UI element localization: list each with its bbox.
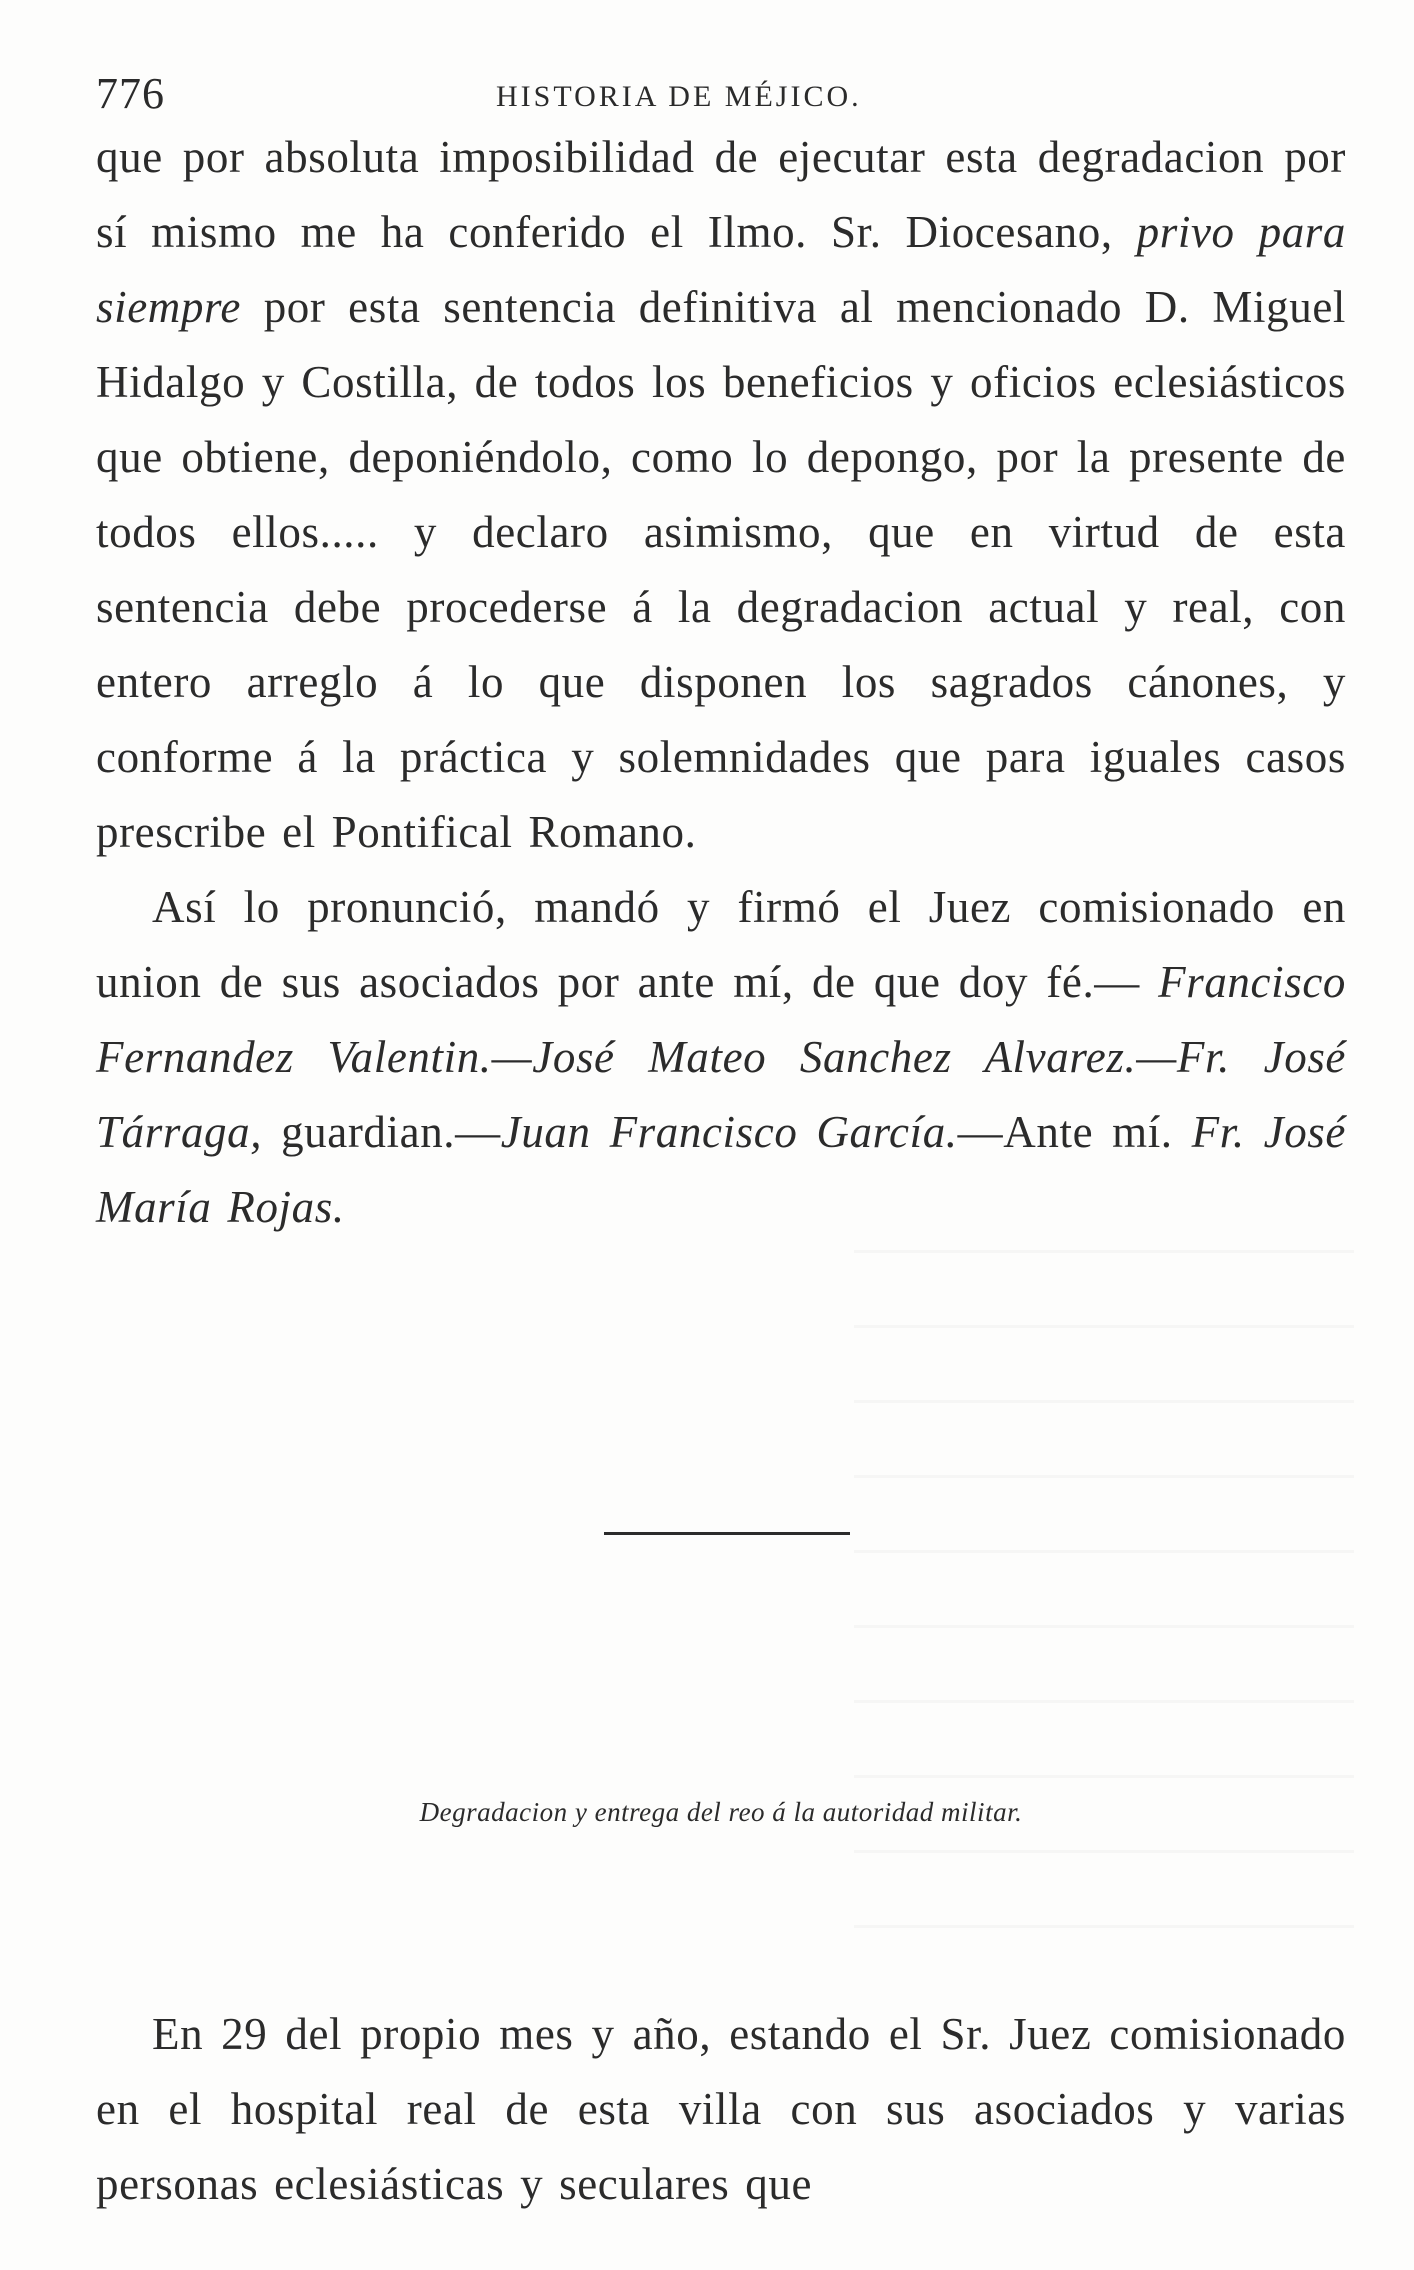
paragraph-text: Así lo pronunció, mandó y firmó el Juez comisionado en union de sus asociados por ante mí, de que doy fé.— xyxy=(96,882,1346,1007)
section-caption: Degradacion y entrega del reo á la autoridad militar. xyxy=(419,1797,1023,1827)
signatory-name: Juan Francisco García. xyxy=(500,1107,958,1157)
main-text-top xyxy=(96,120,1346,1245)
show-through-texture xyxy=(854,1250,1354,1950)
paragraph-text: —Ante mí. xyxy=(957,1107,1192,1157)
running-head: HISTORIA DE MÉJICO. xyxy=(496,80,862,113)
paragraph-new-section: En 29 del propio mes y año, estando el Sr. Juez comisionado en el hospital real de esta villa con sus asociados y varias personas eclesiásticas y seculares que xyxy=(96,2009,1346,2209)
italic-phrase: privo para siempre xyxy=(96,207,1347,332)
page-number: 776 xyxy=(96,69,165,118)
paragraph-text: por esta sentencia definitiva al mencionado D. Miguel Hidalgo y Costilla, de todos los beneficios y oficios eclesiásticos que obtiene, deponiéndolo, como lo depongo, por la presente de todos ellos..... y declaro asimismo, que en virtud de esta sentencia debe procederse á la degradacion actual y real, con entero arreglo á lo que disponen los sagrados cánones, y conforme á la práctica y solemnidades que para iguales casos prescribe el Pontifical Romano. xyxy=(96,282,1346,857)
paragraph-signatures xyxy=(96,870,1346,1245)
paragraph-text: que por absoluta imposibilidad de ejecutar esta degradacion por sí mismo me ha conferido el Ilmo. Sr. Diocesano, xyxy=(96,132,1346,257)
section-divider xyxy=(604,1532,850,1535)
paragraph-sentence xyxy=(96,120,1346,870)
signatories: Francisco Fernandez Valentin.—José Mateo Sanchez Alvarez.—Fr. José Tárraga, xyxy=(96,957,1346,1157)
main-text-bottom xyxy=(96,1997,1346,2222)
page-header xyxy=(96,64,1346,124)
paragraph-text: guardian.— xyxy=(262,1107,501,1157)
notary-name: Fr. José María Rojas. xyxy=(96,1107,1346,1232)
